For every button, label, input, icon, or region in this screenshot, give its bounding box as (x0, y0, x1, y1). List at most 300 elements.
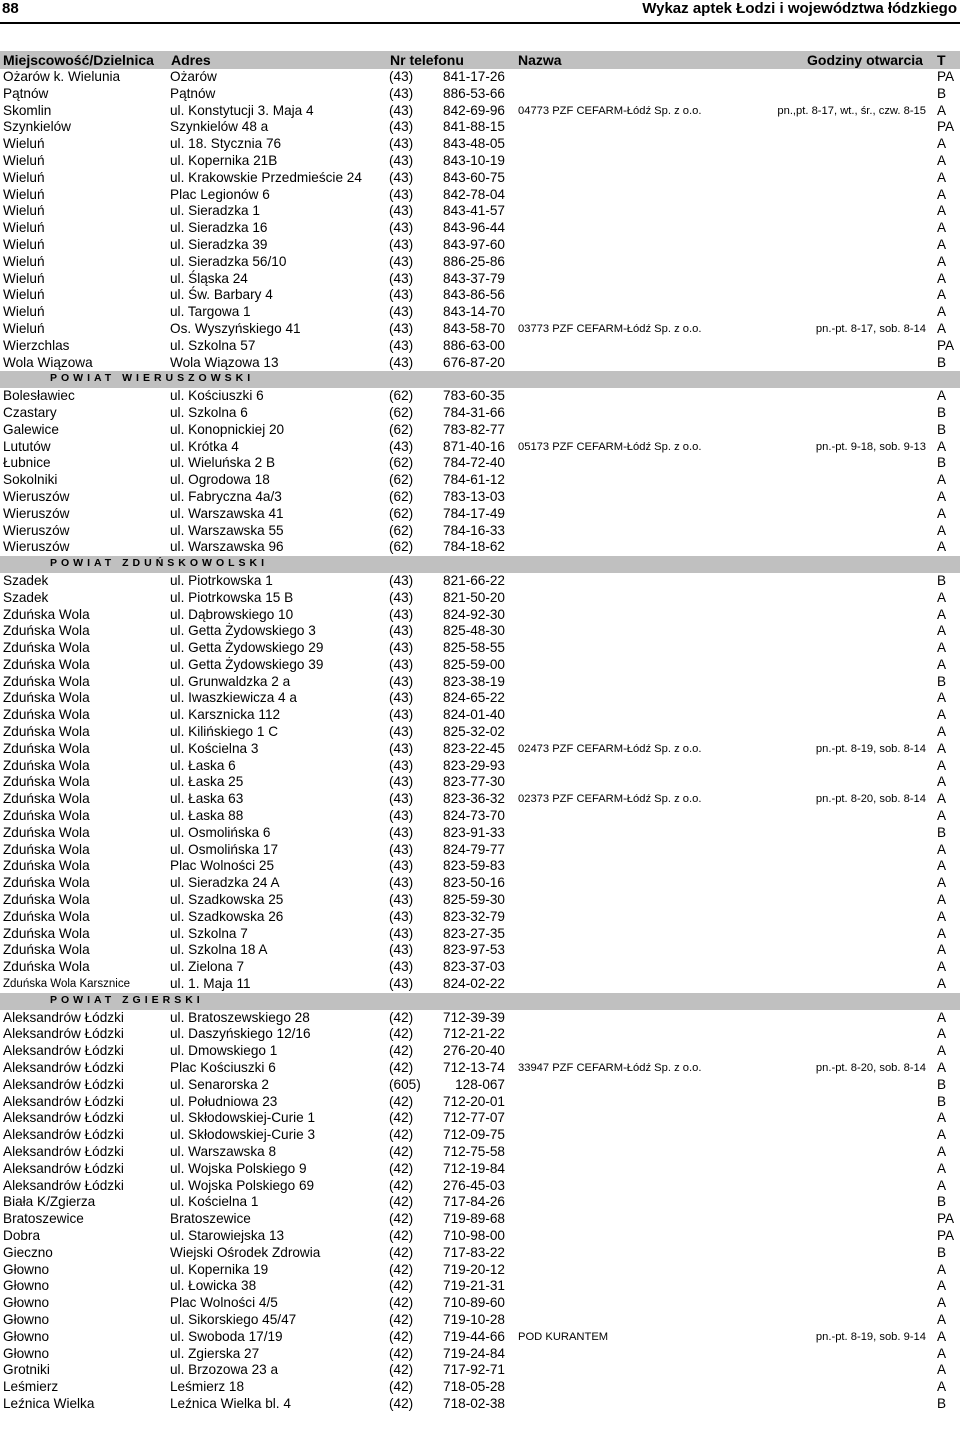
cell-address: Leśmierz 18 (170, 1379, 245, 1395)
cell-address: ul. Konopnickiej 20 (170, 421, 285, 437)
cell-type: A (937, 1009, 947, 1025)
cell-type: A (937, 1311, 947, 1327)
cell-phone: 871-40-16 (443, 438, 505, 454)
cell-address: ul. Zgierska 27 (170, 1345, 260, 1361)
cell-phone: 842-69-96 (443, 102, 505, 118)
cell-address: ul. Łaska 25 (170, 774, 244, 790)
cell-area-code: (42) (389, 1395, 414, 1411)
cell-type: B (937, 1076, 947, 1092)
cell-address: ul. Krótka 4 (170, 438, 239, 454)
table-row (0, 489, 960, 506)
cell-city: Aleksandrów Łódzki (3, 1177, 124, 1193)
table-row (0, 1161, 960, 1178)
cell-address: ul. Wojska Polskiego 69 (170, 1177, 315, 1193)
cell-type: PA (937, 1227, 955, 1243)
cell-address: ul. Swoboda 17/19 (170, 1328, 283, 1344)
table-row (0, 304, 960, 321)
cell-phone: 843-86-56 (443, 287, 505, 303)
cell-type: A (937, 169, 947, 185)
table-row (0, 758, 960, 775)
column-header-phone: Nr telefonu (390, 52, 464, 68)
cell-address: ul. Kopernika 21B (170, 152, 278, 168)
cell-address: ul. Dmowskiego 1 (170, 1043, 278, 1059)
cell-city: Szynkielów (3, 119, 71, 135)
cell-area-code: (43) (389, 757, 414, 773)
cell-phone: 718-02-38 (443, 1395, 505, 1411)
table-row (0, 1026, 960, 1043)
cell-area-code: (43) (389, 824, 414, 840)
table-row (0, 942, 960, 959)
cell-city: Wieluń (3, 203, 45, 219)
cell-area-code: (42) (389, 1211, 414, 1227)
cell-area-code: (42) (389, 1362, 414, 1378)
cell-city: Aleksandrów Łódzki (3, 1093, 124, 1109)
cell-city: Wieruszów (3, 522, 70, 538)
cell-phone: 823-27-35 (443, 925, 505, 941)
cell-hours: pn.-pt. 9-18, sob. 9-13 (815, 440, 926, 453)
cell-phone: 824-73-70 (443, 808, 505, 824)
cell-area-code: (42) (389, 1194, 414, 1210)
cell-city: Zduńska Wola (3, 656, 90, 672)
cell-address: ul. Senarorska 2 (170, 1076, 269, 1092)
cell-hours: pn.-pt. 8-19, sob. 8-14 (815, 742, 926, 755)
cell-address: ul. Sieradzka 56/10 (170, 253, 287, 269)
cell-city: Aleksandrów Łódzki (3, 1076, 124, 1092)
cell-city: Głowno (3, 1328, 50, 1344)
cell-city: Głowno (3, 1311, 50, 1327)
cell-city: Wieluń (3, 320, 45, 336)
cell-phone: 843-58-70 (443, 320, 505, 336)
table-row (0, 523, 960, 540)
table-row (0, 103, 960, 120)
cell-phone: 676-87-20 (443, 354, 505, 370)
cell-type: A (937, 203, 947, 219)
table-row (0, 455, 960, 472)
cell-address: ul. Starowiejska 13 (170, 1227, 285, 1243)
cell-city: Głowno (3, 1278, 50, 1294)
cell-area-code: (43) (389, 589, 414, 605)
cell-phone: 825-48-30 (443, 623, 505, 639)
cell-phone: 843-97-60 (443, 236, 505, 252)
cell-phone: 886-53-66 (443, 85, 505, 101)
cell-name: 33947 PZF CEFARM-Łódź Sp. z o.o. (518, 1062, 702, 1075)
cell-area-code: (62) (389, 404, 414, 420)
cell-type: A (937, 539, 947, 555)
column-header-hours: Godziny otwarcia (807, 52, 923, 68)
cell-city: Szadek (3, 589, 49, 605)
cell-phone: 823-38-19 (443, 673, 505, 689)
cell-area-code: (42) (389, 1244, 414, 1260)
cell-city: Wieluń (3, 270, 45, 286)
cell-area-code: (43) (389, 287, 414, 303)
cell-address: ul. Sikorskiego 45/47 (170, 1311, 297, 1327)
cell-address: ul. Śląska 24 (170, 270, 248, 286)
cell-type: A (937, 858, 947, 874)
cell-city: Lututów (3, 438, 51, 454)
cell-city: Pątnów (3, 85, 49, 101)
cell-type: B (937, 824, 947, 840)
cell-type: PA (937, 1211, 955, 1227)
cell-city: Wieluń (3, 220, 45, 236)
cell-city: Zduńska Wola (3, 925, 90, 941)
table-row (0, 825, 960, 842)
cell-city: Galewice (3, 421, 59, 437)
cell-area-code: (42) (389, 1009, 414, 1025)
table-row (0, 842, 960, 859)
table-row (0, 1060, 960, 1077)
cell-address: ul. Szkolna 18 A (170, 942, 268, 958)
cell-phone: 823-37-03 (443, 959, 505, 975)
cell-city: Zduńska Wola (3, 774, 90, 790)
cell-type: A (937, 522, 947, 538)
cell-city: Biała K/Zgierza (3, 1194, 96, 1210)
cell-name: 05173 PZF CEFARM-Łódź Sp. z o.o. (518, 440, 702, 453)
cell-address: ul. Kilińskiego 1 C (170, 724, 279, 740)
table-row (0, 1329, 960, 1346)
table-row (0, 1312, 960, 1329)
cell-phone: 719-20-12 (443, 1261, 505, 1277)
cell-city: Leśmierz (3, 1379, 59, 1395)
cell-phone: 712-09-75 (443, 1127, 505, 1143)
table-row (0, 657, 960, 674)
cell-address: ul. Kościelna 1 (170, 1194, 259, 1210)
cell-phone: 886-63-00 (443, 337, 505, 353)
cell-type: A (937, 287, 947, 303)
cell-type: A (937, 270, 947, 286)
cell-address: ul. 18. Stycznia 76 (170, 136, 282, 152)
table-row (0, 1362, 960, 1379)
table-row (0, 959, 960, 976)
table-row (0, 1278, 960, 1295)
cell-area-code: (62) (389, 472, 414, 488)
table-row (0, 976, 960, 993)
cell-area-code: (62) (389, 421, 414, 437)
cell-city: Aleksandrów Łódzki (3, 1160, 124, 1176)
table-row (0, 254, 960, 271)
cell-phone: 823-91-33 (443, 824, 505, 840)
table-row (0, 170, 960, 187)
cell-phone: 712-39-39 (443, 1009, 505, 1025)
cell-type: A (937, 1278, 947, 1294)
cell-area-code: (42) (389, 1295, 414, 1311)
cell-phone: 843-41-57 (443, 203, 505, 219)
cell-area-code: (43) (389, 976, 414, 992)
cell-area-code: (42) (389, 1311, 414, 1327)
cell-area-code: (43) (389, 337, 414, 353)
cell-city: Bolesławiec (3, 388, 75, 404)
cell-phone: 823-97-53 (443, 942, 505, 958)
section-title: POWIAT ZDUŃSKOWOLSKI (50, 557, 269, 570)
cell-city: Wola Wiązowa (3, 354, 93, 370)
cell-type: A (937, 488, 947, 504)
cell-area-code: (43) (389, 186, 414, 202)
cell-hours: pn.-pt. 8-17, sob. 8-14 (815, 322, 926, 335)
cell-phone: 784-61-12 (443, 472, 505, 488)
table-row (0, 1262, 960, 1279)
cell-area-code: (43) (389, 942, 414, 958)
cell-phone: 783-60-35 (443, 388, 505, 404)
cell-address: ul. Osmolińska 17 (170, 841, 279, 857)
cell-type: A (937, 808, 947, 824)
cell-city: Wierzchlas (3, 337, 70, 353)
table-row (0, 774, 960, 791)
cell-phone: 823-22-45 (443, 740, 505, 756)
cell-type: B (937, 572, 947, 588)
cell-area-code: (43) (389, 69, 414, 84)
cell-city: Zduńska Wola (3, 875, 90, 891)
cell-phone: 886-25-86 (443, 253, 505, 269)
cell-city: Aleksandrów Łódzki (3, 1110, 124, 1126)
document-title: Wykaz aptek Łodzi i województwa łódzkiego (642, 0, 957, 17)
cell-type: B (937, 421, 947, 437)
cell-address: Wola Wiązowa 13 (170, 354, 279, 370)
cell-address: ul. Getta Żydowskiego 39 (170, 656, 324, 672)
cell-address: ul. Szkolna 6 (170, 404, 248, 420)
cell-phone: 825-32-02 (443, 724, 505, 740)
cell-phone: 843-60-75 (443, 169, 505, 185)
cell-phone: 825-59-00 (443, 656, 505, 672)
cell-phone: 824-79-77 (443, 841, 505, 857)
cell-type: A (937, 1345, 947, 1361)
page-header (0, 0, 960, 22)
cell-phone: 824-02-22 (443, 976, 505, 992)
cell-hours: pn.,pt. 8-17, wt., śr., czw. 8-15 (777, 104, 926, 117)
cell-address: ul. Dąbrowskiego 10 (170, 606, 294, 622)
cell-city: Wieluń (3, 136, 45, 152)
cell-phone: 823-77-30 (443, 774, 505, 790)
cell-address: ul. Krakowskie Przedmieście 24 (170, 169, 362, 185)
cell-hours: pn.-pt. 8-19, sob. 9-14 (815, 1330, 926, 1343)
cell-address: Leźnica Wielka bl. 4 (170, 1395, 291, 1411)
cell-address: ul. Kościelna 3 (170, 740, 259, 756)
cell-area-code: (43) (389, 774, 414, 790)
cell-phone: 843-14-70 (443, 304, 505, 320)
cell-city: Dobra (3, 1227, 41, 1243)
cell-city: Zduńska Wola (3, 892, 90, 908)
cell-city: Czastary (3, 404, 57, 420)
cell-address: ul. Św. Barbary 4 (170, 287, 273, 303)
cell-address: ul. Warszawska 41 (170, 505, 284, 521)
cell-type: A (937, 892, 947, 908)
cell-type: A (937, 976, 947, 992)
cell-address: ul. Warszawska 96 (170, 539, 284, 555)
cell-type: A (937, 1110, 947, 1126)
cell-city: Wieluń (3, 236, 45, 252)
cell-area-code: (43) (389, 152, 414, 168)
cell-area-code: (42) (389, 1144, 414, 1159)
cell-phone: 823-29-93 (443, 757, 505, 773)
cell-area-code: (42) (389, 1379, 414, 1395)
cell-type: A (937, 220, 947, 236)
table-row (0, 539, 960, 556)
cell-address: Plac Kościuszki 6 (170, 1060, 276, 1076)
cell-address: ul. Sieradzka 39 (170, 236, 268, 252)
cell-address: ul. Łaska 6 (170, 757, 236, 773)
cell-type: A (937, 1144, 947, 1159)
table-row (0, 338, 960, 355)
table-row (0, 690, 960, 707)
cell-phone: 276-45-03 (443, 1177, 505, 1193)
table-row (0, 1127, 960, 1144)
table-row (0, 607, 960, 624)
cell-area-code: (43) (389, 102, 414, 118)
table-row (0, 1194, 960, 1211)
cell-phone: 719-21-31 (443, 1278, 505, 1294)
table-row (0, 1110, 960, 1127)
cell-address: ul. Getta Żydowskiego 29 (170, 640, 324, 656)
table-body (0, 69, 960, 1413)
cell-area-code: (43) (389, 136, 414, 152)
cell-type: B (937, 673, 947, 689)
cell-type: A (937, 908, 947, 924)
cell-address: ul. Osmolińska 6 (170, 824, 271, 840)
cell-phone: 718-05-28 (443, 1379, 505, 1395)
cell-address: ul. Skłodowskiej-Curie 3 (170, 1127, 316, 1143)
cell-type: A (937, 757, 947, 773)
cell-phone: 717-84-26 (443, 1194, 505, 1210)
table-row (0, 388, 960, 405)
cell-area-code: (62) (389, 505, 414, 521)
cell-address: ul. Sieradzka 16 (170, 220, 268, 236)
cell-phone: 843-10-19 (443, 152, 505, 168)
cell-type: A (937, 925, 947, 941)
cell-type: A (937, 791, 947, 807)
cell-address: Plac Wolności 4/5 (170, 1295, 278, 1311)
cell-type: A (937, 1026, 947, 1042)
cell-city: Aleksandrów Łódzki (3, 1127, 124, 1143)
header-rule (0, 22, 960, 24)
cell-address: ul. Warszawska 55 (170, 522, 284, 538)
cell-area-code: (43) (389, 858, 414, 874)
table-row (0, 472, 960, 489)
table-row (0, 707, 960, 724)
cell-phone: 719-10-28 (443, 1311, 505, 1327)
cell-type: A (937, 102, 947, 118)
cell-city: Zduńska Wola (3, 942, 90, 958)
table-row (0, 1043, 960, 1060)
cell-address: ul. Daszyńskiego 12/16 (170, 1026, 311, 1042)
cell-area-code: (42) (389, 1261, 414, 1277)
cell-address: ul. Szkolna 7 (170, 925, 248, 941)
cell-phone: 824-65-22 (443, 690, 505, 706)
cell-phone: 821-66-22 (443, 572, 505, 588)
cell-phone: 784-18-62 (443, 539, 505, 555)
cell-type: A (937, 1160, 947, 1176)
cell-city: Wieluń (3, 169, 45, 185)
cell-type: A (937, 152, 947, 168)
section-header (0, 371, 960, 388)
cell-area-code: (42) (389, 1227, 414, 1243)
cell-city: Zduńska Wola (3, 757, 90, 773)
cell-phone: 710-89-60 (443, 1295, 505, 1311)
cell-type: B (937, 1244, 947, 1260)
table-row (0, 926, 960, 943)
cell-city: Gieczno (3, 1244, 53, 1260)
cell-phone: 784-16-33 (443, 522, 505, 538)
cell-area-code: (43) (389, 236, 414, 252)
cell-address: ul. Łaska 63 (170, 791, 244, 807)
cell-city: Zduńska Wola (3, 606, 90, 622)
cell-city: Zduńska Wola (3, 858, 90, 874)
cell-city: Zduńska Wola (3, 707, 90, 723)
table-row (0, 355, 960, 372)
cell-address: ul. Warszawska 8 (170, 1144, 277, 1159)
cell-area-code: (43) (389, 656, 414, 672)
cell-phone: 712-13-74 (443, 1060, 505, 1076)
cell-area-code: (43) (389, 908, 414, 924)
cell-type: A (937, 136, 947, 152)
cell-city: Zduńska Wola (3, 740, 90, 756)
cell-city: Zduńska Wola (3, 824, 90, 840)
cell-city: Aleksandrów Łódzki (3, 1060, 124, 1076)
cell-area-code: (62) (389, 388, 414, 404)
table-row (0, 640, 960, 657)
cell-type: B (937, 1093, 947, 1109)
cell-city: Zduńska Wola (3, 791, 90, 807)
cell-phone: 823-59-83 (443, 858, 505, 874)
cell-address: ul. Kościuszki 6 (170, 388, 264, 404)
cell-phone: 843-37-79 (443, 270, 505, 286)
cell-type: A (937, 589, 947, 605)
cell-type: A (937, 472, 947, 488)
cell-city: Szadek (3, 572, 49, 588)
cell-phone: 823-50-16 (443, 875, 505, 891)
table-row (0, 271, 960, 288)
cell-address: Os. Wyszyńskiego 41 (170, 320, 301, 336)
table-row (0, 1010, 960, 1027)
table-row (0, 1228, 960, 1245)
cell-city: Wieruszów (3, 505, 70, 521)
cell-city: Wieluń (3, 253, 45, 269)
cell-area-code: (43) (389, 606, 414, 622)
section-title: POWIAT WIERUSZOWSKI (50, 372, 255, 385)
table-row (0, 892, 960, 909)
table-row (0, 153, 960, 170)
cell-phone: 719-24-84 (443, 1345, 505, 1361)
cell-address: ul. 1. Maja 11 (170, 976, 251, 992)
table-row (0, 573, 960, 590)
cell-address: ul. Wieluńska 2 B (170, 455, 276, 471)
cell-city: Głowno (3, 1345, 50, 1361)
table-row (0, 1295, 960, 1312)
column-header-type: T (937, 52, 946, 68)
cell-area-code: (43) (389, 270, 414, 286)
cell-address: ul. Piotrkowska 15 B (170, 589, 294, 605)
cell-address: ul. Ogrodowa 18 (170, 472, 270, 488)
cell-city: Zduńska Wola (3, 959, 90, 975)
cell-type: A (937, 959, 947, 975)
cell-phone: 712-75-58 (443, 1144, 505, 1159)
cell-type: A (937, 1060, 947, 1076)
cell-phone: 843-96-44 (443, 220, 505, 236)
cell-city: Zduńska Wola (3, 808, 90, 824)
cell-name: POD KURANTEM (518, 1330, 609, 1343)
cell-type: A (937, 656, 947, 672)
cell-area-code: (43) (389, 724, 414, 740)
cell-city: Głowno (3, 1295, 50, 1311)
cell-phone: 841-88-15 (443, 119, 505, 135)
cell-address: ul. Południowa 23 (170, 1093, 278, 1109)
cell-area-code: (62) (389, 455, 414, 471)
cell-city: Aleksandrów Łódzki (3, 1043, 124, 1059)
cell-area-code: (43) (389, 354, 414, 370)
cell-type: B (937, 354, 947, 370)
table-row (0, 287, 960, 304)
cell-phone: 842-78-04 (443, 186, 505, 202)
cell-area-code: (43) (389, 640, 414, 656)
cell-area-code: (42) (389, 1043, 414, 1059)
cell-area-code: (43) (389, 740, 414, 756)
